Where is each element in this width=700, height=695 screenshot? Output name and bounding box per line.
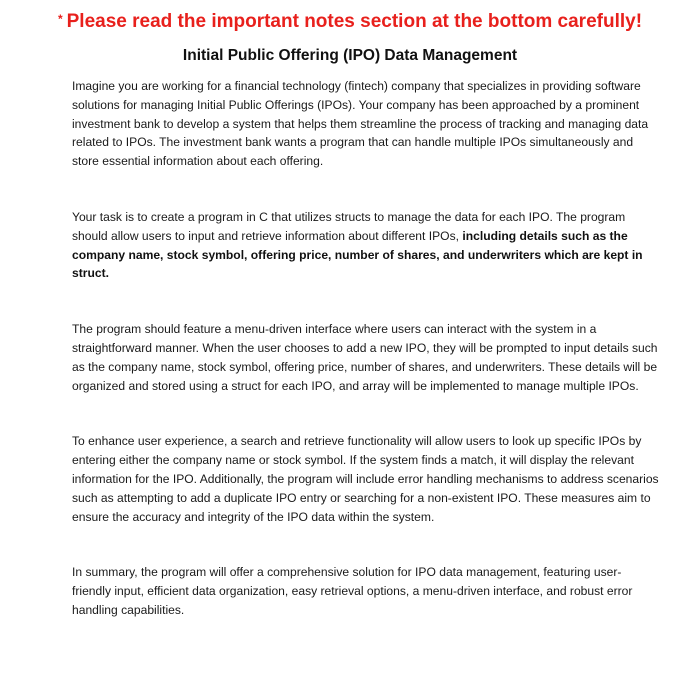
important-notice [20, 6, 680, 35]
paragraph-summary: In summary, the program will offer a comprehensive solution for IPO data management, featuring user-friendly input, efficient data organization, easy retrieval options, a menu-driven interface, and robust error handling capabilities. [72, 565, 633, 617]
document-title: Initial Public Offering (IPO) Data Management [182, 47, 518, 64]
notice-text: Please read the important notes section at the bottom carefully! [66, 11, 643, 32]
paragraph-task [72, 208, 660, 283]
paragraph-search: To enhance user experience, a search and retrieve functionality will allow users to look up specific IPOs by entering either the company name or stock symbol. If the system finds a match, it will display the relevant information for the IPO. Additionally, the program will include error handling mechanisms to address scenarios such as attempting to add a duplicate IPO entry or searching for a non-existent IPO. These measures aim to ensure the accuracy and integrity of the IPO data within the system. [72, 434, 659, 524]
paragraph-intro: Imagine you are working for a financial technology (fintech) company that specializes in providing software solutions for managing Initial Public Offerings (IPOs). Your company has been approached by a prominent investment bank to develop a system that helps them streamline the process of tracking and managing data related to IPOs. The investment bank wants a program that can handle multiple IPOs simultaneously and store essential information about each offering. [72, 79, 649, 169]
paragraph-task-text: Your task is to create a program in C that utilizes structs to manage the data for each IPO. The program should allow users to input and retrieve information about different IPOs, [72, 209, 626, 243]
paragraph-task-bold: including details such as the company name, stock symbol, offering price, number of shares, and underwriters which are kept in struct. [72, 228, 643, 281]
paragraph-menu: The program should feature a menu-driven interface where users can interact with the system in a straightforward manner. When the user chooses to add a new IPO, they will be prompted to input details such as the company name, stock symbol, offering price, number of shares, and underwriters. These details will be organized and stored using a struct for each IPO, and array will be implemented to manage multiple IPOs. [72, 322, 658, 393]
asterisk-icon: * [57, 12, 63, 26]
